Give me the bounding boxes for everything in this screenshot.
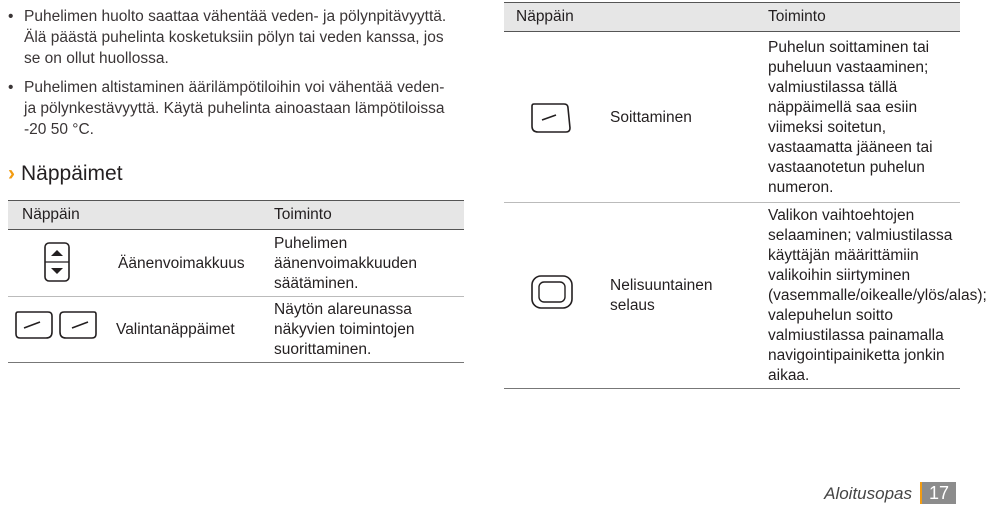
left-row-function: Puhelimen äänenvoimakkuuden säätäminen. [274, 235, 418, 292]
chevron-right-icon: › [8, 162, 15, 185]
bullet-item [8, 77, 458, 140]
left-header-key: Näppäin [22, 206, 80, 223]
right-table-header [504, 2, 960, 32]
right-row-function: Puhelun soittaminen tai puheluun vastaaminen; valmiustilassa tällä näppäimellä saa esiin viimeksi soitetun, vastaamatta jääneen tai vastaanotetun puhelun numeron. [768, 39, 933, 196]
table-end-line [504, 388, 960, 389]
soft-keys-icon [14, 310, 98, 340]
left-row-name: Äänenvoimakkuus [118, 255, 245, 272]
section-title-text: Näppäimet [21, 162, 123, 185]
left-table-header [8, 200, 464, 230]
bullet-marker: • [8, 8, 14, 25]
left-row-name: Valintanäppäimet [116, 321, 235, 338]
section-title [8, 162, 123, 186]
page-number: 17 [922, 482, 956, 504]
left-row-function: Näytön alareunassa näkyvien toimintojen suorittaminen. [274, 301, 415, 358]
row-divider [504, 202, 960, 203]
right-header-function: Toiminto [768, 8, 826, 25]
table-end-line [8, 362, 464, 363]
volume-keys-icon [44, 242, 70, 282]
navigation-key-icon [530, 274, 574, 310]
left-header-function: Toiminto [274, 206, 332, 223]
bullet-marker: • [8, 79, 14, 96]
right-row-name: Nelisuuntainen selaus [610, 277, 713, 314]
call-key-icon [530, 102, 572, 134]
row-divider [8, 296, 464, 297]
right-row-function: Valikon vaihtoehtojen selaaminen; valmiustilassa käyttäjän määrittämiin valikoihin siirtyminen (vasemmalle/oikealle/ylös/alas); valepuhelun soitto valmiustilassa painamalla navigointipainiketta jonkin aikaa. [768, 207, 987, 384]
bullet-text: Puhelimen huolto saattaa vähentää veden- ja pölynpitävyyttä. Älä päästä puhelinta kosketuksiin pölyn tai veden kanssa, jos se on ollut huollossa. [24, 8, 447, 67]
footer-section-label: Aloitusopas [824, 484, 912, 503]
right-header-key: Näppäin [516, 8, 574, 25]
right-row-name: Soittaminen [610, 109, 692, 126]
bullet-item [8, 6, 458, 69]
bullet-list [8, 6, 458, 148]
bullet-text: Puhelimen altistaminen äärilämpötiloihin voi vähentää veden- ja pölynkestävyyttä. Käytä puhelinta ainoastaan lämpötiloissa -20 50 °C. [24, 79, 445, 138]
